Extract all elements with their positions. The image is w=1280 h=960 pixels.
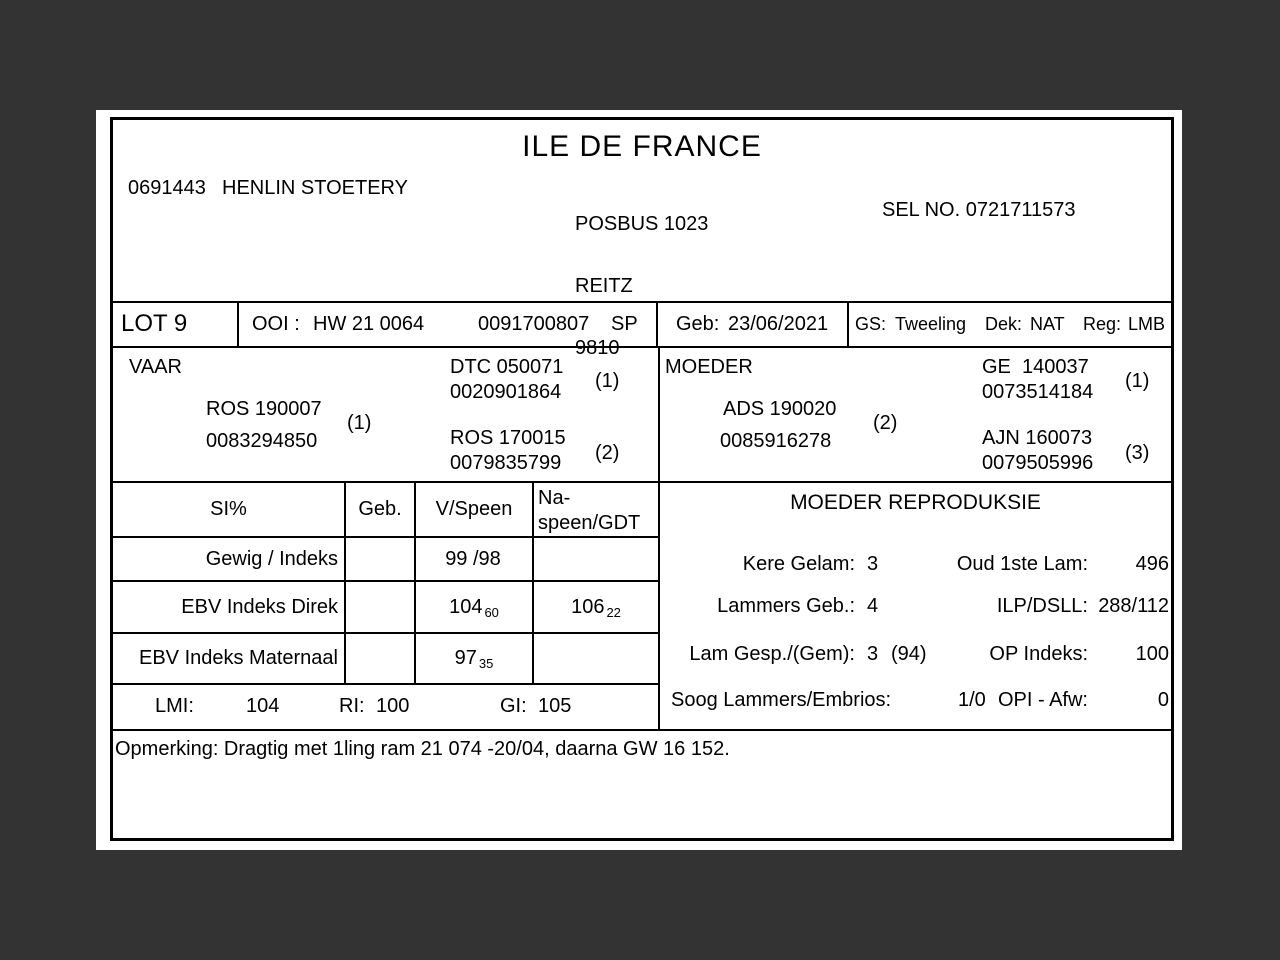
naspeen-accuracy: 22	[606, 604, 621, 620]
dam-gp2-code: AJN 160073	[982, 427, 1093, 449]
gs-value: Tweeling	[895, 314, 967, 334]
geb-cell	[346, 634, 416, 685]
gi-value: 105	[538, 695, 572, 717]
sire-label: VAAR	[129, 356, 182, 378]
repro-label-2: Oud 1ste Lam:	[956, 553, 1088, 575]
dek-label: Dek:	[985, 314, 1023, 334]
vspeen-value: 97	[454, 647, 477, 669]
ooi-value: HW 21 0064	[313, 313, 425, 335]
repro-value-2: 288/112	[1098, 595, 1169, 617]
catalog-card	[110, 117, 1174, 841]
repro-value-1: 1/0	[958, 689, 986, 711]
repro-row	[660, 595, 1171, 621]
sire-gp2-number: 0079835799	[450, 452, 562, 474]
dam-code: ADS 190020	[723, 398, 837, 420]
geb-cell	[346, 538, 416, 582]
geb-cell	[346, 582, 416, 634]
ooi-suffix: SP	[611, 313, 638, 335]
vspeen-value: 99 /98	[445, 547, 501, 570]
lower-section	[113, 483, 1171, 731]
ooi-number: 0091700807	[478, 313, 590, 335]
vspeen-cell	[416, 538, 534, 582]
repro-label-1: Lammers Geb.:	[717, 595, 855, 617]
gi-label: GI:	[500, 695, 527, 717]
repro-label-2: OPI - Afw:	[997, 689, 1088, 711]
document-page	[96, 110, 1182, 850]
lot-number-cell	[113, 303, 239, 346]
lmi-value: 104	[246, 695, 280, 717]
reproduction-panel	[660, 483, 1171, 729]
reg-label: Reg:	[1083, 314, 1122, 334]
dam-gp1-code: GE 140037	[982, 356, 1089, 378]
sire-code: ROS 190007	[206, 398, 322, 420]
index-table-column	[113, 483, 660, 729]
dam-gp1-number: 0073514184	[982, 381, 1094, 403]
lot-row	[113, 301, 1171, 348]
naspeen-header-cell	[534, 483, 658, 538]
lot-number: LOT 9	[121, 310, 188, 337]
dam-mark: (2)	[873, 412, 898, 434]
ri-value: 100	[376, 695, 410, 717]
birthdate-cell	[658, 303, 849, 346]
breeder-id: 0691443	[128, 177, 206, 199]
repro-label-1: Kere Gelam:	[742, 553, 855, 575]
vspeen-cell	[416, 634, 534, 685]
repro-value-1: 4	[867, 595, 879, 617]
sire-gp2-code: ROS 170015	[450, 427, 566, 449]
sire-mark: (1)	[347, 412, 372, 434]
vspeen-header-cell: V/Speen	[416, 483, 534, 538]
pedigree-section	[113, 348, 1171, 483]
row-label: Gewig / Indeks	[113, 538, 346, 582]
dam-label: MOEDER	[665, 356, 753, 378]
index-summary-row	[113, 685, 658, 729]
geb-label: Geb:	[676, 313, 720, 335]
sire-gp2-mark: (2)	[595, 442, 620, 464]
repro-value-1: 3	[867, 553, 879, 575]
repro-value-2: 496	[1135, 553, 1169, 575]
ri-label: RI:	[339, 695, 365, 717]
dek-value: NAT	[1030, 314, 1065, 334]
ewe-id-cell	[239, 303, 658, 346]
row-label: EBV Indeks Maternaal	[113, 634, 346, 685]
naspeen-header-line1: Na-	[538, 487, 571, 509]
sire-number: 0083294850	[206, 430, 318, 452]
sel-no: SEL NO. 0721711573	[882, 199, 1076, 221]
repro-label-1: Soog Lammers/Embrios:	[671, 689, 892, 711]
repro-value-1: 3	[867, 643, 879, 665]
naspeen-value: 106	[571, 595, 605, 618]
repro-value-2: 100	[1135, 643, 1169, 665]
repro-label-2: OP Indeks:	[989, 643, 1088, 665]
dam-number: 0085916278	[720, 430, 832, 452]
naspeen-cell	[534, 634, 658, 685]
remark: Opmerking: Dragtig met 1ling ram 21 074 -20/04, daarna GW 16 152.	[115, 738, 730, 760]
breed-title: ILE DE FRANCE	[522, 130, 762, 163]
sire-gp1-mark: (1)	[595, 370, 620, 392]
geb-value: 23/06/2021	[728, 313, 829, 335]
repro-label-1: Lam Gesp./(Gem):	[689, 643, 855, 665]
naspeen-header-line2: speen/GDT	[538, 512, 641, 534]
address-line-3: 9810	[575, 337, 620, 359]
lmi-label: LMI:	[155, 695, 194, 717]
si-table	[113, 483, 658, 685]
repro-value-1-extra: (94)	[891, 643, 927, 665]
row-label: EBV Indeks Direk	[113, 582, 346, 634]
si-header-cell: SI%	[113, 483, 346, 538]
reproduction-title: MOEDER REPRODUKSIE	[790, 491, 1041, 514]
naspeen-cell	[534, 582, 658, 634]
address-line-1: POSBUS 1023	[575, 213, 709, 235]
vspeen-accuracy: 35	[478, 656, 494, 671]
geb-header-cell: Geb.	[346, 483, 416, 538]
repro-row	[660, 689, 1171, 715]
repro-row	[660, 643, 1171, 669]
vspeen-value: 104	[449, 595, 483, 618]
reg-value: LMB	[1128, 314, 1166, 334]
naspeen-cell	[534, 538, 658, 582]
vspeen-accuracy: 60	[484, 604, 499, 620]
vspeen-cell	[416, 582, 534, 634]
sire-pedigree	[113, 348, 660, 481]
sire-gp1-code: DTC 050071	[450, 356, 564, 378]
registration-cell	[849, 303, 1171, 346]
ooi-label: OOI :	[252, 313, 300, 335]
dam-gp1-mark: (1)	[1125, 370, 1150, 392]
dam-gp2-number: 0079505996	[982, 452, 1094, 474]
sire-gp1-number: 0020901864	[450, 381, 562, 403]
repro-value-2: 0	[1157, 689, 1169, 711]
breeder-name: HENLIN STOETERY	[222, 177, 408, 199]
gs-label: GS:	[855, 314, 887, 334]
address-line-2: REITZ	[575, 275, 633, 297]
repro-label-2: ILP/DSLL:	[996, 595, 1088, 617]
repro-row	[660, 553, 1171, 579]
dam-gp2-mark: (3)	[1125, 442, 1150, 464]
dam-pedigree	[660, 348, 1171, 481]
